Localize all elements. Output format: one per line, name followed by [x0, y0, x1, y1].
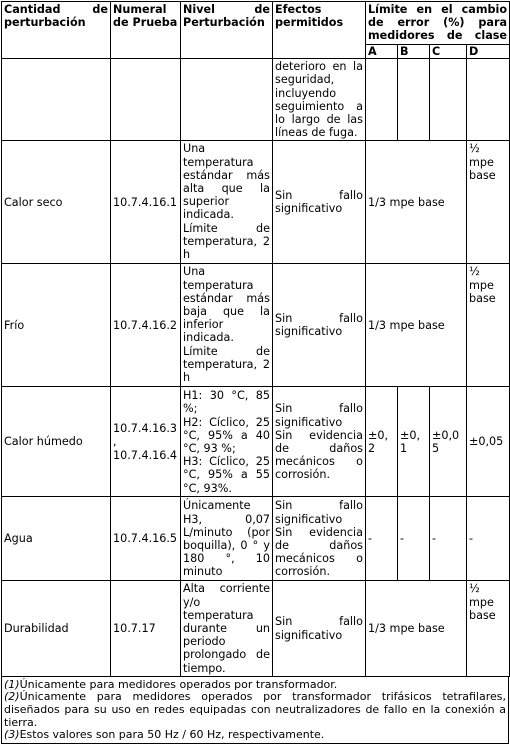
cell-b: [398, 59, 430, 141]
note-text: Únicamente para medidores operados por transformador.: [19, 677, 338, 691]
header-cantidad: Cantidad de perturbación: [2, 2, 111, 59]
note-3: [4, 729, 506, 742]
table-row: [2, 264, 510, 387]
header-class-c: C: [430, 45, 467, 59]
table-row: [2, 497, 510, 581]
cell-a: [366, 59, 398, 141]
header-class-b: B: [398, 45, 430, 59]
cell-abc: 1/3 mpe base: [366, 264, 467, 387]
note-marker: (1): [4, 677, 20, 691]
cell-numeral: 10.7.4.16.1: [111, 141, 181, 264]
cell-nivel: Una temperatura estándar más alta que la superior indicada. Límite de temperatura, 2 h: [181, 141, 273, 264]
cell-d: ±0,05: [467, 387, 510, 497]
cell-c: [430, 59, 467, 141]
cell-nivel: Alta corriente y/o temperatura durante un periodo prolongado de tiempo.: [181, 581, 273, 676]
cell-cantidad: Calor húmedo: [2, 387, 111, 497]
cell-efectos: deterioro en la seguridad, incluyendo seguimiento a lo largo de las líneas de fuga.: [273, 59, 366, 141]
cell-c: -: [430, 497, 467, 581]
document-page: [1, 1, 509, 744]
table-row: [2, 59, 510, 141]
header-efectos: Efectos permitidos: [273, 2, 366, 59]
cell-d: [467, 59, 510, 141]
header-limite: Límite en el cambio de error (%) para medidores de clase: [366, 2, 510, 45]
note-marker: (2): [4, 690, 20, 704]
cell-cantidad: [2, 59, 111, 141]
cell-abc: 1/3 mpe base: [366, 581, 467, 676]
cell-a: -: [366, 497, 398, 581]
cell-efectos: Sin fallo significativo Sin evidencia de daños mecánicos o corrosión.: [273, 387, 366, 497]
cell-nivel: [181, 59, 273, 141]
cell-cantidad: Durabilidad: [2, 581, 111, 676]
disturbance-table: [1, 1, 510, 677]
cell-numeral: 10.7.4.16.2: [111, 264, 181, 387]
note-text: Estos valores son para 50 Hz / 60 Hz, respectivamente.: [19, 728, 325, 742]
cell-numeral: [111, 59, 181, 141]
cell-efectos: Sin fallo significativo Sin evidencia de daños mecánicos o corrosión.: [273, 497, 366, 581]
table-notes: [1, 677, 509, 744]
cell-cantidad: Calor seco: [2, 141, 111, 264]
cell-nivel: Una temperatura estándar más baja que la inferior indicada. Límite de temperatura, 2 h: [181, 264, 273, 387]
cell-c: ±0,05: [430, 387, 467, 497]
note-text: Únicamente para medidores operados por transformador trifásicos tetrafilares, diseñados para su uso en redes equipadas con neutralizadores de fallo en la conexión a tierra.: [4, 690, 506, 729]
table-row: [2, 387, 510, 497]
cell-abc: 1/3 mpe base: [366, 141, 467, 264]
cell-nivel: Únicamente H3, 0,07 L/minuto (por boquilla), 0 ° y 180 °, 10 minuto: [181, 497, 273, 581]
note-marker: (3): [4, 728, 20, 742]
header-class-a: A: [366, 45, 398, 59]
cell-d: ½ mpe base: [467, 581, 510, 676]
table-row: [2, 141, 510, 264]
note-2: [4, 691, 506, 729]
cell-numeral: 10.7.17: [111, 581, 181, 676]
cell-numeral: 10.7.4.16.5: [111, 497, 181, 581]
cell-d: ½ mpe base: [467, 141, 510, 264]
cell-efectos: Sin fallo significativo: [273, 264, 366, 387]
cell-d: -: [467, 497, 510, 581]
header-numeral: Numeral de Prueba: [111, 2, 181, 59]
cell-b: -: [398, 497, 430, 581]
table-row: [2, 581, 510, 676]
cell-cantidad: Frío: [2, 264, 111, 387]
cell-b: ±0,1: [398, 387, 430, 497]
cell-numeral: 10.7.4.16.3 , 10.7.4.16.4: [111, 387, 181, 497]
cell-nivel: H1: 30 °C, 85 %; H2: Cíclico, 25 °C, 95% a 40 °C, 93 %; H3: Cíclico, 25 °C, 95% a 55 °C, 93%.: [181, 387, 273, 497]
header-class-d: D: [467, 45, 510, 59]
cell-efectos: Sin fallo significativo: [273, 581, 366, 676]
header-nivel: Nivel de Perturbación: [181, 2, 273, 59]
cell-a: ±0,2: [366, 387, 398, 497]
cell-d: ½ mpe base: [467, 264, 510, 387]
cell-efectos: Sin fallo significativo: [273, 141, 366, 264]
cell-cantidad: Agua: [2, 497, 111, 581]
